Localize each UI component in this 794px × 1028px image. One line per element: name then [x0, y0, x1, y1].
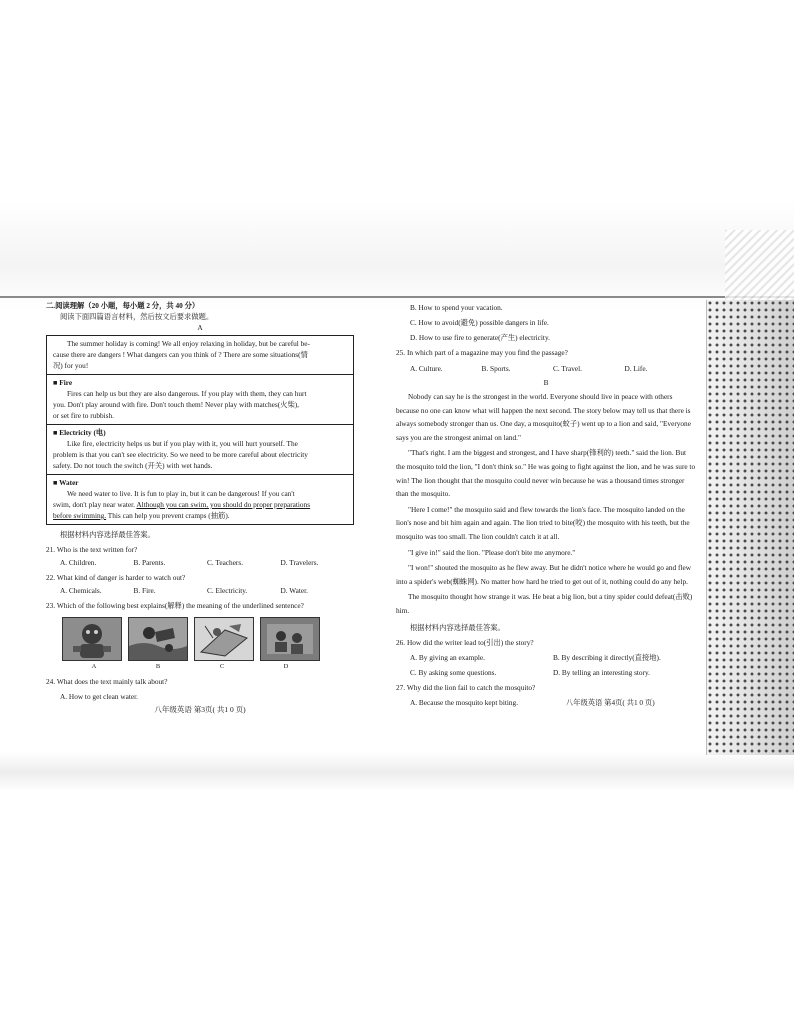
- q26-option-b: B. By describing it directly(直接地).: [553, 652, 661, 662]
- q23-stem: 23. Which of the following best explains(解释) the meaning of the underlined sentence?: [46, 601, 304, 610]
- picture-b-image: [128, 617, 188, 661]
- q23-picture-labels: [62, 661, 354, 672]
- scan-edge-line: [0, 296, 794, 298]
- q26-options-row-1: [396, 652, 696, 663]
- q21-options: [46, 557, 354, 568]
- instruction: 阅读下面四篇语言材料，然后按文后要求做题。: [60, 312, 214, 321]
- water-line-2-plain: swim, don't play near water.: [53, 500, 137, 509]
- q23-pictures: [62, 617, 354, 661]
- passage-b-paragraph-2: "That's right. I am the biggest and strongest, and I have sharp(锋利的) teeth." said the lion. But the mosquito told the lion, "I don't think so." He was going to fight against the lion, and he was sure to win! The lion thought that the mosquito could never win because he was a thousand times stronger than the mosquito.: [396, 448, 696, 499]
- q27-stem: 27. Why did the lion fail to catch the mosquito?: [396, 682, 536, 692]
- scan-fold-texture: [725, 230, 794, 300]
- question-25: [396, 347, 696, 374]
- passage-b-paragraph-4: "I give in!" said the lion. "Please don't bite me anymore.": [408, 547, 576, 557]
- q24-option-a: A. How to get clean water.: [60, 692, 139, 701]
- passage-a-box: [46, 335, 354, 525]
- picture-c-image: [194, 617, 254, 661]
- page-4: [396, 302, 696, 708]
- passage-b-paragraph-1: Nobody can say he is the strongest in the world. Everyone should live in peace with others because no one can know what will happen the next second. The story below may tell us that there is always somebody stronger than us. One day, a mosquito(蚊子) went up to a lion and said, "Everyone says you are the strongest animal on land.": [396, 392, 691, 442]
- question-26: [396, 637, 696, 678]
- q22-options: [46, 585, 354, 596]
- fire-line-2: you. Don't play around with fire. Don't touch them! Never play with matches(火柴),: [53, 400, 300, 409]
- q21-stem: 21. Who is the text written for?: [46, 545, 138, 554]
- q26-option-d: D. By telling an interesting story.: [553, 667, 651, 677]
- question-27: [396, 682, 696, 708]
- q25-option-d: D. Life.: [624, 364, 648, 373]
- fire-heading: ■ Fire: [53, 378, 73, 387]
- water-line-3: [53, 510, 349, 521]
- page-4-footer: 八年级英语 第4页( 共1 0 页): [565, 697, 655, 707]
- picture-d-image: [260, 617, 320, 661]
- question-22: [46, 572, 354, 596]
- water-heading: ■ Water: [53, 478, 79, 487]
- water-line-1: We need water to live. It is fun to play in, but it can be dangerous! If you can't: [67, 489, 295, 498]
- task-instruction-a: 根据材料内容选择最佳答案。: [60, 530, 155, 539]
- water-section: [47, 474, 353, 524]
- picture-a-image: [62, 617, 122, 661]
- q26-option-a: A. By giving an example.: [410, 652, 485, 662]
- intro-line-3: 况) for you!: [53, 361, 89, 370]
- q24-option-d: D. How to use fire to generate(产生) electricity.: [410, 333, 550, 342]
- intro-line-1: The summer holiday is coming! We all enjoy relaxing in holiday, but be careful be-: [67, 339, 310, 348]
- fire-line-3: or set fire to rubbish.: [53, 411, 114, 420]
- passage-a-intro: [47, 336, 353, 374]
- electricity-line-1: Like fire, electricity helps us but if you play with it, you will hurt yourself. The: [67, 439, 298, 448]
- passage-b: [396, 390, 696, 618]
- q26-stem: 26. How did the writer lead to(引出) the story?: [396, 637, 534, 647]
- scan-shadow-bottom: [0, 752, 794, 792]
- underlined-sentence-part-2: before swimming.: [53, 511, 107, 520]
- picture-label-a: A: [91, 663, 97, 670]
- page-3-footer: 八年级英语 第3页( 共1 0 页): [154, 705, 246, 714]
- underlined-sentence-part-1: Although you can swim, you should do proper preparations: [136, 500, 311, 509]
- q21-option-a: A. Children.: [60, 558, 97, 567]
- q21-option-b: B. Parents.: [133, 558, 166, 567]
- question-23: [46, 600, 354, 672]
- q22-option-a: A. Chemicals.: [60, 586, 102, 595]
- page-3: [46, 300, 354, 715]
- q27-option-a: A. Because the mosquito kept biting.: [410, 697, 519, 707]
- binding-strip: [706, 300, 794, 755]
- q24-stem: 24. What does the text mainly talk about?: [46, 677, 168, 686]
- water-line-2: [53, 499, 349, 510]
- q25-stem: 25. In which part of a magazine may you find the passage?: [396, 348, 568, 357]
- electricity-line-3: safety. Do not touch the switch (开关) with wet hands.: [53, 461, 213, 470]
- fire-line-1: Fires can help us but they are also dangerous. If you play with them, they can hurt: [67, 389, 307, 398]
- q24-option-b: B. How to spend your vacation.: [410, 303, 503, 312]
- q26-options-row-2: [396, 667, 696, 678]
- q22-stem: 22. What kind of danger is harder to watch out?: [46, 573, 186, 582]
- fire-section: [47, 374, 353, 424]
- passage-a-label: A: [197, 323, 203, 332]
- water-line-3-plain: This can help you prevent cramps (抽筋).: [106, 511, 230, 520]
- picture-label-d: D: [283, 663, 289, 670]
- q22-option-d: D. Water.: [280, 586, 308, 595]
- q25-option-b: B. Sports.: [481, 364, 511, 373]
- q26-option-c: C. By asking some questions.: [410, 667, 497, 677]
- electricity-line-2: problem is that you can't see electricity. So we need to be more careful about electricity: [53, 450, 308, 459]
- q21-option-c: C. Teachers.: [207, 558, 244, 567]
- q25-options: [396, 363, 696, 374]
- question-24: [46, 676, 354, 702]
- q22-option-b: B. Fire.: [133, 586, 156, 595]
- intro-line-2: cause there are dangers ! What dangers can you think of ? There are some situations(情: [53, 350, 308, 359]
- electricity-heading: ■ Electricity (电): [53, 428, 106, 437]
- q25-option-a: A. Culture.: [410, 364, 443, 373]
- q25-option-c: C. Travel.: [553, 364, 582, 373]
- q21-option-d: D. Travelers.: [280, 558, 319, 567]
- scan-shadow-top: [0, 200, 794, 310]
- passage-b-paragraph-6: The mosquito thought how strange it was. He beat a big lion, but a tiny spider could defeat(击败) him.: [396, 592, 693, 615]
- passage-b-paragraph-3: "Here I come!" the mosquito said and flew towards the lion's face. The mosquito landed on the lion's nose and bit him again and again. The lion tried to bite(咬) the mosquito with his teeth, but the mosquito was too small. The lion couldn't catch it at all.: [396, 504, 690, 541]
- question-21: [46, 544, 354, 568]
- passage-b-label: B: [543, 378, 549, 387]
- q24-option-c: C. How to avoid(避免) possible dangers in life.: [410, 318, 549, 327]
- q22-option-c: C. Electricity.: [207, 586, 248, 595]
- electricity-section: [47, 424, 353, 474]
- task-instruction-b: 根据材料内容选择最佳答案。: [410, 622, 505, 632]
- picture-label-c: C: [219, 663, 225, 670]
- picture-label-b: B: [155, 663, 161, 670]
- passage-b-paragraph-5: "I won!" shouted the mosquito as he flew away. But he didn't notice where he would go and flew into a spider's web(蜘蛛网). No matter how hard he tried to get out of it, nothing could do any help.: [396, 563, 691, 586]
- section-title: 二.阅读理解（20 小题，每小题 2 分，共 40 分）: [46, 301, 200, 310]
